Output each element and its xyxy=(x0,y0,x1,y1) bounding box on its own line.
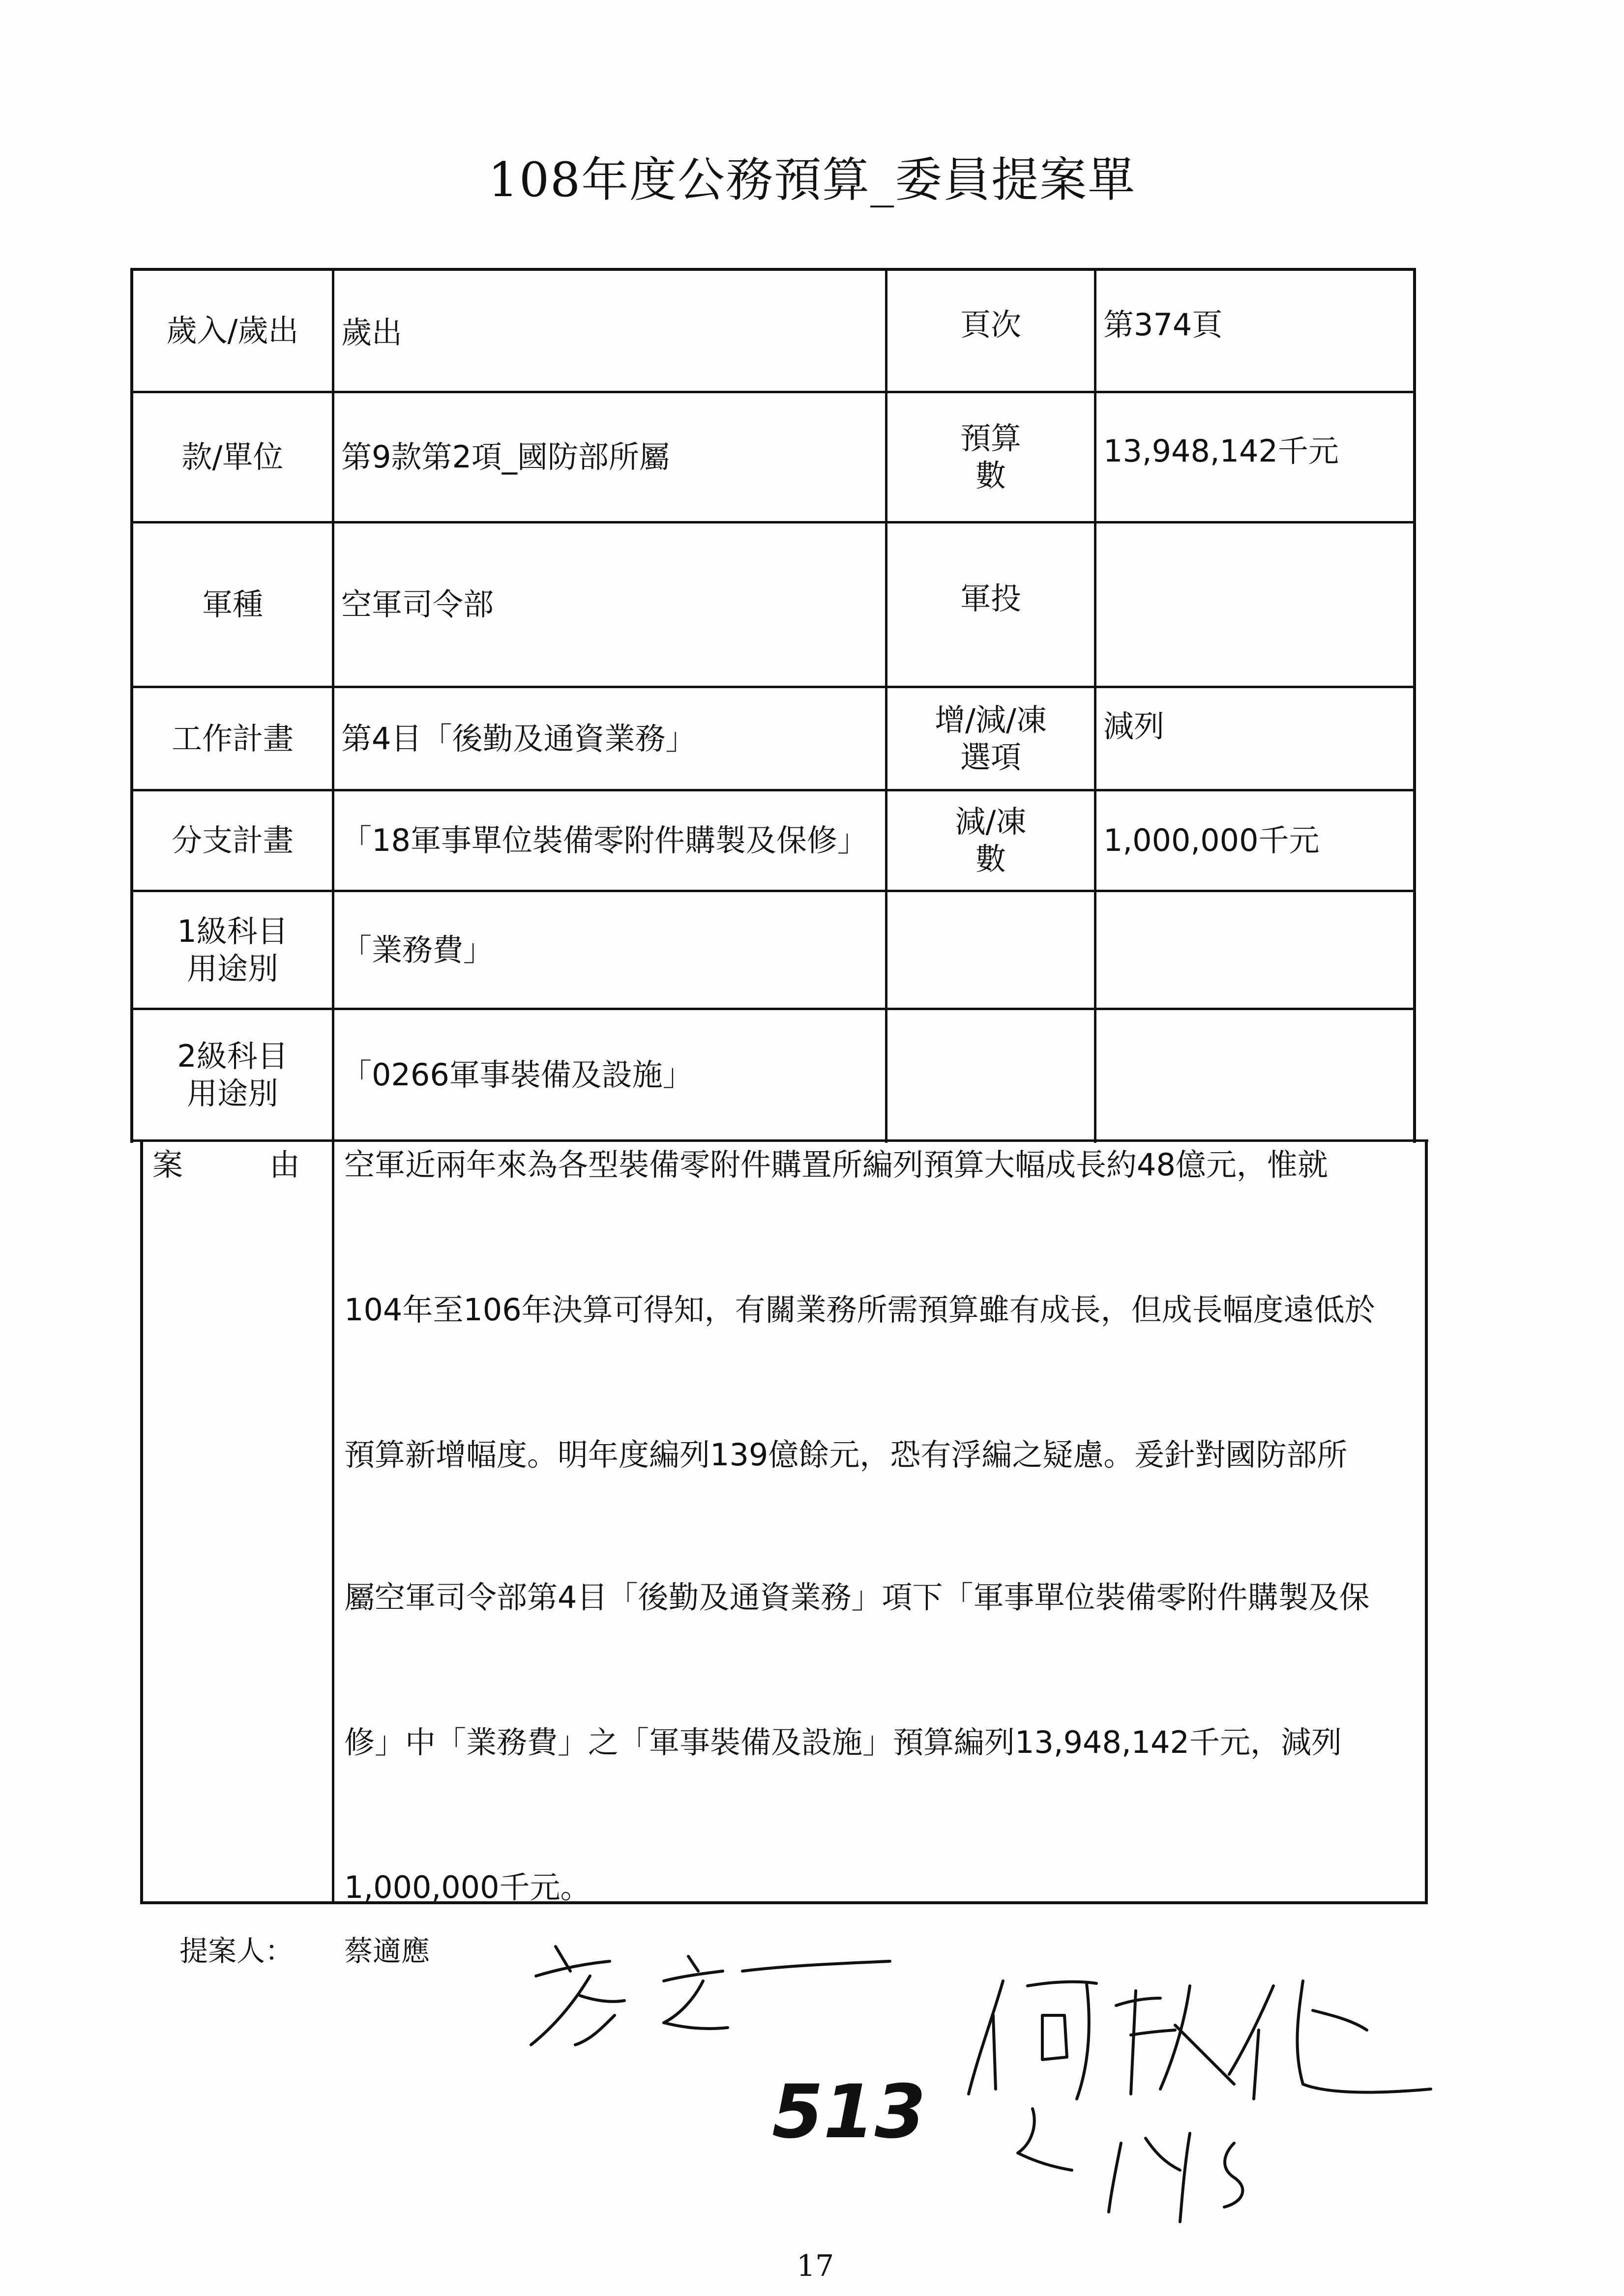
reason-line: 空軍近兩年來為各型裝備零附件購置所編列預算大幅成長約48億元，惟就 xyxy=(344,1147,1328,1183)
page-label: 頁次 xyxy=(960,307,1021,343)
level1-subject-value: 「業務費」 xyxy=(341,931,494,968)
document-title: 108年度公務預算_委員提案單 xyxy=(488,152,1136,207)
level2-subject-label: 2級科目 用途別 xyxy=(177,1038,288,1111)
option-label: 增/減/凍 選項 xyxy=(935,701,1047,775)
military-investment-label: 軍投 xyxy=(960,581,1021,616)
reason-border-bottom xyxy=(140,1901,1428,1904)
signature-1 xyxy=(516,1917,910,2055)
reduction-amount-value: 1,000,000千元 xyxy=(1103,822,1320,858)
section-unit-label: 款/單位 xyxy=(181,439,284,475)
budget-amount-value: 13,948,142千元 xyxy=(1103,433,1339,469)
level1-subject-label: 1級科目 用途別 xyxy=(177,913,288,987)
section-unit-value: 第9款第2項_國防部所屬 xyxy=(341,439,670,475)
page-number: 17 xyxy=(797,2249,834,2283)
service-branch-value: 空軍司令部 xyxy=(341,586,494,622)
work-plan-label: 工作計畫 xyxy=(171,720,294,756)
signature-2 xyxy=(959,1947,1500,2241)
branch-plan-value: 「18軍事單位裝備零附件購製及保修」 xyxy=(341,822,868,858)
military-investment-value xyxy=(1096,523,1413,686)
page-value: 第374頁 xyxy=(1103,307,1223,343)
budget-amount-label: 預算 數 xyxy=(960,420,1021,494)
revenue-expense-value: 歲出 xyxy=(341,315,403,350)
handwritten-number: 513 xyxy=(772,2069,926,2155)
reason-line: 1,000,000千元。 xyxy=(344,1869,591,1905)
service-branch-label: 軍種 xyxy=(202,586,263,622)
level2-subject-value: 「0266軍事裝備及設施」 xyxy=(341,1056,693,1093)
reason-line: 修」中「業務費」之「軍事裝備及設施」預算編列13,948,142千元，減列 xyxy=(344,1724,1342,1760)
reason-divider xyxy=(332,1139,334,1904)
proposer-label: 提案人： xyxy=(179,1934,294,1968)
reason-border-left xyxy=(140,1139,143,1904)
reason-line: 預算新增幅度。明年度編列139億餘元，恐有浮編之疑慮。爰針對國防部所 xyxy=(344,1437,1348,1473)
option-value: 減列 xyxy=(1103,708,1165,744)
work-plan-value: 第4目「後勤及通資業務」 xyxy=(341,720,696,756)
reduction-amount-label: 減/凍 數 xyxy=(955,804,1027,877)
branch-plan-label: 分支計畫 xyxy=(171,822,294,858)
reason-label: 案 由 xyxy=(152,1147,300,1183)
reason-line: 屬空軍司令部第4目「後勤及通資業務」項下「軍事單位裝備零附件購製及保 xyxy=(344,1579,1370,1615)
table-border-right xyxy=(1413,268,1416,1143)
revenue-expense-label: 歲入/歲出 xyxy=(166,313,299,349)
reason-border-right xyxy=(1425,1139,1428,1904)
proposer-name: 蔡適應 xyxy=(344,1934,430,1968)
reason-line: 104年至106年決算可得知，有關業務所需預算雖有成長，但成長幅度遠低於 xyxy=(344,1292,1375,1328)
